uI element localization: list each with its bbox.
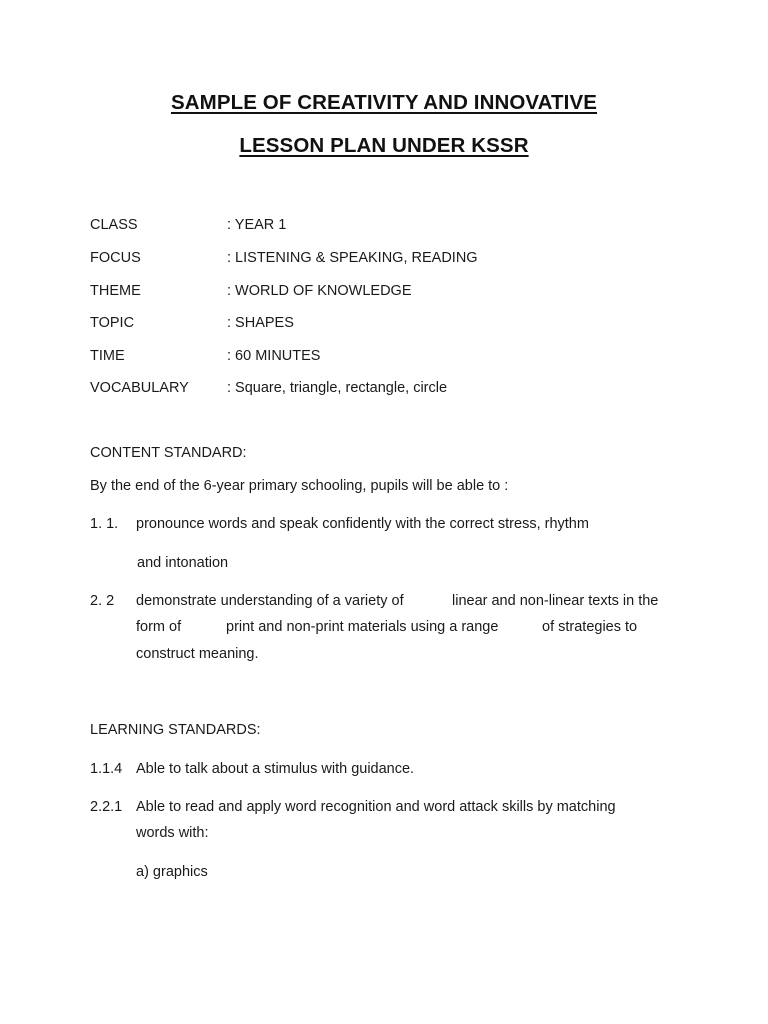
content-item-text: of strategies to <box>542 619 638 635</box>
learning-item-text: words with: <box>136 825 209 841</box>
content-item-number: 2. 2 <box>90 593 115 609</box>
content-item-number: 1. 1. <box>90 516 119 532</box>
learning-item-text: Able to read and apply word recognition and word attack skills by matching <box>136 799 616 815</box>
field-value: : SHAPES <box>227 315 294 331</box>
field-label: FOCUS <box>90 250 141 266</box>
field-value: : LISTENING & SPEAKING, READING <box>227 250 478 266</box>
content-standard-intro: By the end of the 6-year primary schooling, pupils will be able to : <box>90 478 509 494</box>
field-value: : YEAR 1 <box>227 217 287 233</box>
learning-item-number: 2.2.1 <box>90 799 123 815</box>
field-value: : Square, triangle, rectangle, circle <box>227 380 448 396</box>
content-standard-heading: CONTENT STANDARD: <box>90 445 247 461</box>
content-item-text: print and non-print materials using a range <box>226 619 499 635</box>
field-label: THEME <box>90 283 141 299</box>
content-item-text: linear and non-linear texts in the <box>452 593 659 609</box>
learning-sub-item: a) graphics <box>136 864 208 880</box>
field-label: TIME <box>90 348 125 364</box>
field-label: VOCABULARY <box>90 380 189 396</box>
content-item-text: pronounce words and speak confidently with the correct stress, rhythm <box>136 516 589 532</box>
document-title-line-2: LESSON PLAN UNDER KSSR <box>239 134 529 157</box>
content-item-text: construct meaning. <box>136 646 259 662</box>
field-label: CLASS <box>90 217 138 233</box>
content-item-text: and intonation <box>137 555 229 571</box>
field-value: : 60 MINUTES <box>227 348 321 364</box>
content-item-text: demonstrate understanding of a variety of <box>136 593 404 609</box>
document-title-line-1: SAMPLE OF CREATIVITY AND INNOVATIVE <box>170 91 598 114</box>
field-value: : WORLD OF KNOWLEDGE <box>227 283 412 299</box>
learning-standards-heading: LEARNING STANDARDS: <box>90 722 261 738</box>
learning-item-number: 1.1.4 <box>90 761 123 777</box>
learning-item-text: Able to talk about a stimulus with guidance. <box>136 761 415 777</box>
content-item-text: form of <box>136 619 182 635</box>
field-label: TOPIC <box>90 315 135 331</box>
